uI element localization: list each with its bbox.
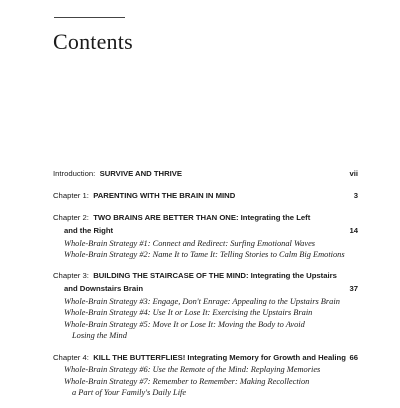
strategy-item: Whole-Brain Strategy #5: Move It or Lose It: Moving the Body to Avoid xyxy=(64,319,305,329)
toc-entry-line-continued xyxy=(53,283,358,296)
toc-entry[interactable] xyxy=(53,270,358,342)
toc-entry-line xyxy=(53,352,358,365)
table-of-contents xyxy=(53,168,358,408)
chapter-heading: SURVIVE AND THRIVE xyxy=(99,169,183,178)
strategy-item-continued: a Part of Your Family's Daily Life xyxy=(72,388,187,398)
toc-entry[interactable] xyxy=(53,212,358,260)
toc-entry-line-continued xyxy=(53,225,358,238)
chapter-label: Chapter 4: xyxy=(53,352,89,362)
chapter-heading: TWO BRAINS ARE BETTER THAN ONE: Integrating the Left xyxy=(93,213,311,223)
chapter-label: Chapter 3: xyxy=(53,271,89,281)
top-rule xyxy=(54,17,125,18)
strategy-item: Whole-Brain Strategy #7: Remember to Remember: Making Recollection xyxy=(64,376,310,386)
strategy-item-continued: Losing the Mind xyxy=(72,331,127,341)
page-number: 14 xyxy=(349,225,358,235)
chapter-label: Chapter 2: xyxy=(53,213,89,223)
toc-entry-line xyxy=(53,190,358,203)
page-number: 3 xyxy=(353,191,358,201)
toc-entry[interactable] xyxy=(53,352,358,399)
toc-entry-line xyxy=(53,212,358,225)
page-number: 37 xyxy=(349,283,358,293)
chapter-heading: BUILDING THE STAIRCASE OF THE MIND: Integrating the Upstairs xyxy=(93,271,337,281)
page-number: vii xyxy=(349,169,358,178)
toc-entry[interactable] xyxy=(53,168,358,181)
page-title: Contents xyxy=(53,29,133,54)
strategy-item: Whole-Brain Strategy #3: Engage, Don't Enrage: Appealing to the Upstairs Brain xyxy=(64,296,340,306)
chapter-heading-continued: and Downstairs Brain xyxy=(64,283,144,293)
toc-entry-line xyxy=(53,168,358,181)
toc-entry[interactable] xyxy=(53,190,358,203)
strategy-item: Whole-Brain Strategy #6: Use the Remote of the Mind: Replaying Memories xyxy=(64,365,321,375)
chapter-heading: PARENTING WITH THE BRAIN IN MIND xyxy=(93,191,236,201)
toc-entry-line xyxy=(53,270,358,283)
strategy-item: Whole-Brain Strategy #2: Name It to Tame It: Telling Stories to Calm Big Emotions xyxy=(64,250,345,260)
chapter-heading: KILL THE BUTTERFLIES! Integrating Memory for Growth and Healing xyxy=(93,352,346,362)
chapter-label: Chapter 1: xyxy=(53,191,89,201)
page-number: 66 xyxy=(349,352,358,362)
chapter-label: Introduction: xyxy=(53,169,96,178)
chapter-heading-continued: and the Right xyxy=(64,225,114,235)
strategy-item: Whole-Brain Strategy #1: Connect and Redirect: Surfing Emotional Waves xyxy=(64,238,316,248)
strategy-item: Whole-Brain Strategy #4: Use It or Lose It: Exercising the Upstairs Brain xyxy=(64,308,313,318)
